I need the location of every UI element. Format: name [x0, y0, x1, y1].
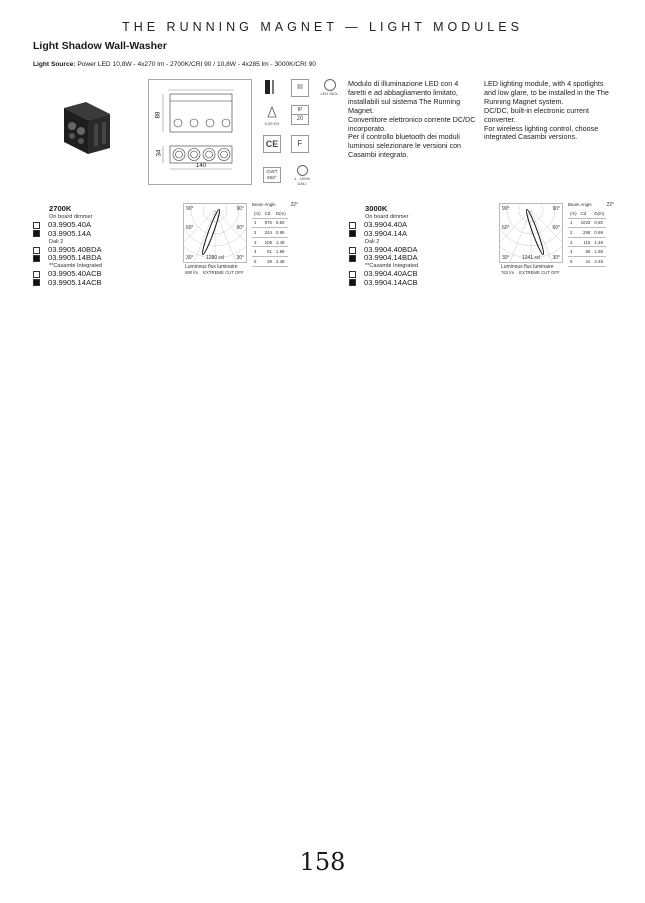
product-code: 03.9904.40BDA: [364, 244, 418, 254]
table-row: [568, 228, 606, 238]
color-swatch-white: [349, 271, 356, 278]
angle-label: 60°: [186, 225, 194, 231]
table-cell: 1: [252, 218, 263, 228]
code-row: [349, 230, 479, 238]
page-number: 158: [299, 848, 346, 876]
table-row: [252, 237, 288, 247]
table-cell: 4: [568, 247, 579, 257]
beam-data-table: [568, 209, 606, 267]
beam-angle-label: Beam Angle: [568, 202, 592, 207]
table-cell: 1.49: [592, 237, 606, 247]
table-cell: 2.48: [274, 256, 288, 266]
led-incl-icon: [319, 79, 341, 97]
product-name: Light Shadow Wall-Washer: [33, 40, 167, 52]
color-swatch-black: [33, 230, 40, 237]
angle-label: 30°: [502, 255, 510, 261]
dimming-text: 1 - 100%: [293, 176, 310, 181]
table-cell: 1.49: [274, 237, 288, 247]
group-label: **Casambi Integrated: [49, 263, 103, 270]
angle-label: 90°: [236, 206, 244, 212]
product-code: 03.9905.40BDA: [48, 244, 102, 254]
angle-label: 90°: [186, 206, 194, 212]
group-label: **Casambi Integrated: [365, 263, 419, 270]
dim-height: 88: [155, 111, 162, 119]
table-row: [252, 256, 288, 266]
ip-value: 20: [292, 114, 308, 124]
description-italian: [348, 80, 476, 160]
desc-it-1: Modulo di illuminazione LED con 4 faretti e ad abbagliamento limitato, installabili sul sistema The Running Magnet.: [348, 79, 461, 115]
table-cell: 1: [568, 218, 579, 228]
cutoff-label: EXTREME CUT OFF: [203, 270, 244, 275]
track-mount-icon: [263, 79, 281, 97]
product-code: 03.9905.40ACB: [48, 269, 102, 279]
color-swatch-black: [33, 279, 40, 286]
variant-temp: 2700K: [49, 204, 72, 213]
desc-it-3: Per il controllo bluetooth dei moduli luminosi selezionare le versioni con Casambi integrato.: [348, 132, 462, 160]
beam-angle-label: Beam Angle: [252, 202, 276, 207]
table-header-cell: Cd: [263, 209, 274, 218]
light-source-line: [33, 61, 316, 68]
table-cell: 1.99: [274, 247, 288, 257]
group-label: On board dimmer: [49, 214, 93, 221]
code-row: [349, 254, 479, 262]
table-cell: 4: [252, 247, 263, 257]
table-header-row: [252, 209, 288, 218]
beam-angle-value: 22°: [606, 202, 614, 208]
code-row: [33, 279, 163, 287]
code-row: [33, 254, 163, 262]
beam-table-3000k: [568, 202, 614, 267]
desc-it-2: Convertitore elettronico corrente DC/DC incorporato.: [348, 114, 476, 133]
variant-3000k: [349, 205, 479, 287]
candela-value: 1280 cd: [206, 255, 224, 261]
table-cell: 61: [263, 247, 274, 257]
color-swatch-white: [349, 247, 356, 254]
color-swatch-white: [33, 271, 40, 278]
product-code: 03.9904.14BDA: [364, 253, 418, 263]
gwt-icon: GWT 850°: [263, 167, 281, 183]
light-source-text: Power LED 10,8W - 4x270 lm - 2700K/CRI 90 / 10,8W - 4x285 lm - 3000K/CRI 90: [77, 61, 316, 68]
table-cell: 0.50: [592, 218, 606, 228]
variant-temp: 3000K: [365, 204, 388, 213]
weight-icon: [263, 105, 281, 127]
product-code: 03.9904.40A: [364, 220, 408, 230]
dimming-icon: [291, 165, 313, 185]
angle-label: 60°: [552, 225, 560, 231]
beam-angle-value: 22°: [290, 202, 298, 208]
group-label: Dali 2: [49, 238, 64, 245]
table-row: [252, 228, 288, 238]
table-cell: 976: [263, 218, 274, 228]
dim-depth: 34: [156, 149, 163, 157]
table-cell: 115: [579, 237, 593, 247]
desc-en-1: LED lighting module, with 4 spotlights and low glare, to be installed in the The Running Magnet system.: [484, 79, 609, 106]
variant-2700k: [33, 205, 163, 287]
color-swatch-black: [349, 230, 356, 237]
desc-en-2: DC/DC, built-in electronic current converter.: [484, 105, 590, 124]
table-header-cell: D(m): [274, 209, 288, 218]
table-row: [252, 218, 288, 228]
ce-icon: CE: [263, 135, 281, 153]
product-code: 03.9905.14BDA: [48, 253, 102, 263]
product-code: 03.9904.14ACB: [364, 277, 418, 287]
cutoff-label: EXTREME CUT OFF: [519, 270, 560, 275]
product-code: 03.9904.40ACB: [364, 269, 418, 279]
group-label: Dali 2: [365, 238, 380, 245]
polar-curve-graphic: [184, 204, 246, 262]
color-swatch-black: [349, 279, 356, 286]
flux-value: 762 lm: [501, 270, 514, 275]
candela-value: 1341 cd: [522, 255, 540, 261]
table-cell: 65: [579, 247, 593, 257]
led-incl-text: LED INCL.: [320, 91, 340, 96]
flux-line: [185, 270, 244, 276]
angle-label: 30°: [186, 255, 194, 261]
angle-label: 60°: [236, 225, 244, 231]
desc-en-3: For wireless lighting control, choose integrated Casambi versions.: [484, 123, 599, 142]
polar-curve-graphic: [500, 204, 562, 262]
flux-line: [501, 270, 560, 276]
page-header: THE RUNNING MAGNET — LIGHT MODULES: [122, 20, 523, 34]
table-row: [252, 247, 288, 257]
angle-label: 60°: [502, 225, 510, 231]
polar-diagram-2700k: [183, 203, 247, 263]
code-row: [349, 279, 479, 287]
color-swatch-white: [33, 222, 40, 229]
flux-label: Luminous flux luminaire: [185, 264, 238, 270]
angle-label: 90°: [502, 206, 510, 212]
angle-label: 30°: [552, 255, 560, 261]
table-cell: 3: [568, 237, 579, 247]
code-row: [33, 230, 163, 238]
weight-text: 0,39 KG: [264, 121, 280, 126]
table-cell: 3: [252, 237, 263, 247]
table-cell: 2.48: [592, 256, 606, 266]
description-english: [484, 80, 614, 142]
ip-rating-icon: [291, 105, 309, 125]
beam-data-table: [252, 209, 288, 267]
flux-label: Luminous flux luminaire: [501, 264, 554, 270]
table-header-row: [568, 209, 606, 218]
beam-table-2700k: [252, 202, 298, 267]
table-row: [568, 256, 606, 266]
table-cell: 5: [252, 256, 263, 266]
polar-diagram-3000k: [499, 203, 563, 263]
table-row: [568, 218, 606, 228]
table-cell: 1033: [579, 218, 593, 228]
table-row: [568, 247, 606, 257]
table-cell: 244: [263, 228, 274, 238]
ip-label: IP: [297, 107, 303, 113]
table-cell: 1.98: [592, 247, 606, 257]
table-header-cell: D(m): [592, 209, 606, 218]
angle-label: 90°: [552, 206, 560, 212]
color-swatch-black: [349, 255, 356, 262]
product-photo: [58, 98, 118, 158]
table-cell: 109: [263, 237, 274, 247]
table-header-cell: Cd: [579, 209, 593, 218]
color-swatch-black: [33, 255, 40, 262]
f-mark-icon: F: [291, 135, 309, 153]
group-label: On board dimmer: [365, 214, 409, 221]
certification-icons: [263, 79, 347, 191]
table-cell: 39: [263, 256, 274, 266]
flux-value: 690 lm: [185, 270, 198, 275]
product-code: 03.9905.40A: [48, 220, 92, 230]
table-cell: 41: [579, 256, 593, 266]
dali-text: DALI: [297, 181, 307, 186]
product-code: 03.9905.14A: [48, 228, 92, 238]
table-cell: 0.50: [274, 218, 288, 228]
table-header-cell: (m): [252, 209, 263, 218]
table-row: [568, 237, 606, 247]
dim-width: 140: [196, 163, 207, 169]
light-source-label: Light Source:: [33, 61, 76, 68]
color-swatch-white: [349, 222, 356, 229]
class3-icon: III: [291, 79, 309, 97]
table-cell: 0.99: [592, 228, 606, 238]
table-cell: 0.99: [274, 228, 288, 238]
table-cell: 5: [568, 256, 579, 266]
table-cell: 2: [568, 228, 579, 238]
table-cell: 2: [252, 228, 263, 238]
color-swatch-white: [33, 247, 40, 254]
table-header-cell: (m): [568, 209, 579, 218]
product-code: 03.9905.14ACB: [48, 277, 102, 287]
table-cell: 258: [579, 228, 593, 238]
angle-label: 30°: [236, 255, 244, 261]
product-code: 03.9904.14A: [364, 228, 408, 238]
